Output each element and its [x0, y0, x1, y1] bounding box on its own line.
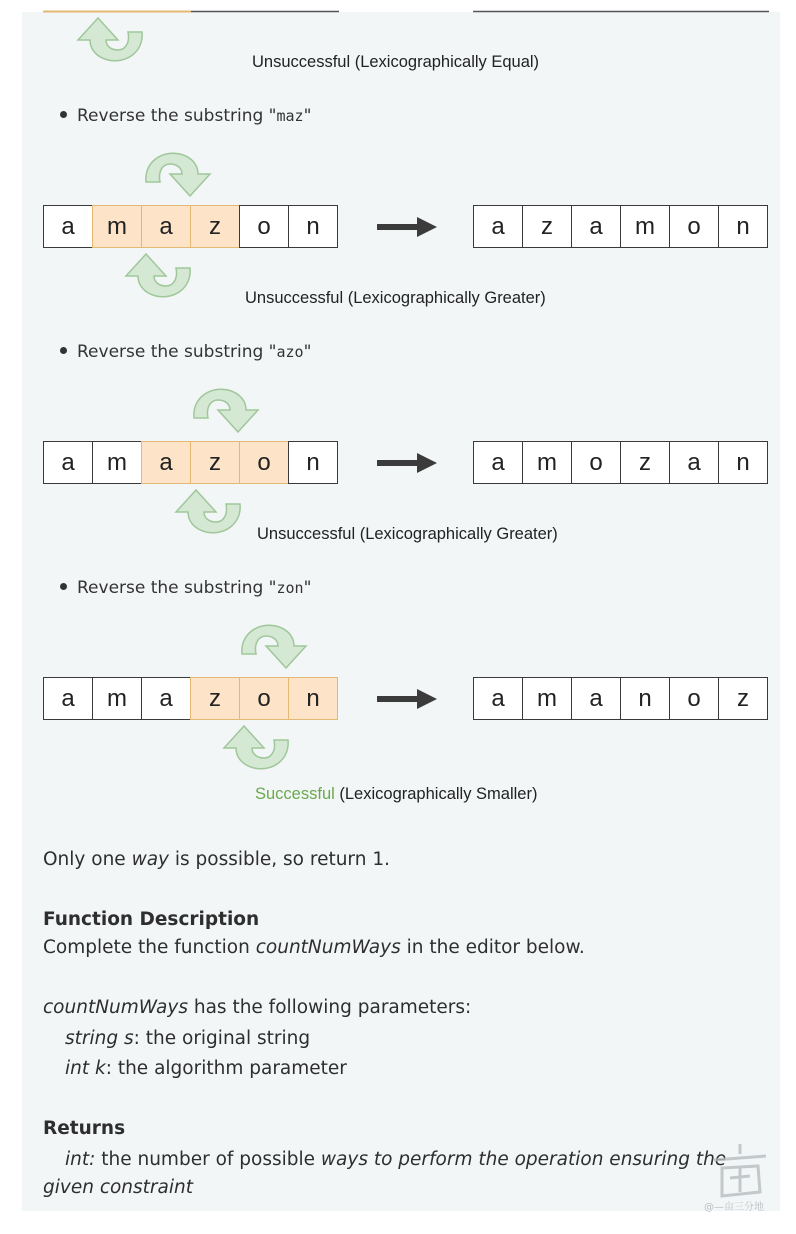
returns-heading: Returns: [43, 1118, 126, 1139]
char-cell: z: [190, 677, 240, 720]
char-cell: n: [288, 205, 338, 248]
char-cell: m: [522, 677, 572, 720]
char-cell: z: [620, 441, 670, 484]
rotate-arrow-icon: [188, 384, 264, 440]
rotate-arrow-icon: [120, 248, 196, 304]
original-string-cells: [43, 677, 338, 720]
char-cell: a: [43, 205, 93, 248]
bullet-dot-icon: [60, 583, 67, 590]
right-arrow-icon: [377, 452, 439, 474]
parameters-intro: countNumWays has the following parameters:: [43, 997, 472, 1018]
bullet-item: Reverse the substring "zon": [60, 578, 311, 598]
char-cell: o: [669, 677, 719, 720]
bullet-dot-icon: [60, 111, 67, 118]
example-caption: Successful (Lexicographically Smaller): [255, 785, 538, 803]
char-cell: o: [239, 441, 289, 484]
char-cell: m: [620, 205, 670, 248]
result-string-cells: [473, 677, 768, 720]
char-cell: o: [239, 205, 289, 248]
rotate-arrow-icon: [218, 720, 294, 776]
char-cell: n: [718, 441, 768, 484]
function-description-heading: Function Description: [43, 909, 260, 930]
char-cell: z: [522, 205, 572, 248]
parameter-item: int k: the algorithm parameter: [65, 1058, 347, 1079]
bullet-item: Reverse the substring "maz": [60, 106, 311, 126]
char-cell: n: [288, 441, 338, 484]
char-cell: z: [190, 205, 240, 248]
original-string-cells: [43, 205, 338, 248]
char-cell: a: [669, 441, 719, 484]
rotate-arrow-icon: [140, 148, 216, 204]
char-cell: a: [141, 205, 191, 248]
char-cell: a: [571, 677, 621, 720]
function-description-text: Complete the function countNumWays in the editor below.: [43, 937, 585, 958]
char-cell: a: [473, 205, 523, 248]
watermark-logo-icon: [700, 1138, 780, 1218]
svg-text:@—亩三分地: @—亩三分地: [704, 1202, 764, 1213]
char-cell: a: [141, 441, 191, 484]
example-caption: Unsuccessful (Lexicographically Greater): [257, 525, 558, 543]
summary-text: Only one way is possible, so return 1.: [43, 849, 390, 870]
bullet-item: Reverse the substring "azo": [60, 342, 311, 362]
returns-description: int: the number of possible ways to perform the operation ensuring the: [65, 1149, 727, 1170]
substring-code: azo: [276, 343, 304, 361]
result-string-cells: [473, 441, 768, 484]
char-cell: a: [43, 441, 93, 484]
char-cell: a: [141, 677, 191, 720]
example-caption: Unsuccessful (Lexicographically Greater): [245, 289, 546, 307]
parameter-item: string s: the original string: [65, 1028, 311, 1049]
example-caption: Unsuccessful (Lexicographically Equal): [252, 53, 540, 71]
cropped-diagram-edge: [43, 10, 773, 14]
rotate-arrow-icon: [170, 484, 246, 540]
char-cell: z: [190, 441, 240, 484]
char-cell: o: [669, 205, 719, 248]
success-label: Successful: [255, 785, 335, 803]
char-cell: o: [239, 677, 289, 720]
char-cell: o: [571, 441, 621, 484]
char-cell: m: [92, 205, 142, 248]
substring-code: maz: [276, 107, 304, 125]
char-cell: a: [473, 677, 523, 720]
char-cell: m: [92, 441, 142, 484]
char-cell: n: [288, 677, 338, 720]
bullet-dot-icon: [60, 347, 67, 354]
char-cell: n: [620, 677, 670, 720]
result-string-cells: [473, 205, 768, 248]
rotate-arrow-icon: [236, 620, 312, 676]
char-cell: m: [522, 441, 572, 484]
right-arrow-icon: [377, 216, 439, 238]
char-cell: m: [92, 677, 142, 720]
char-cell: a: [43, 677, 93, 720]
char-cell: a: [571, 205, 621, 248]
char-cell: a: [473, 441, 523, 484]
rotate-arrow-icon: [72, 12, 148, 68]
right-arrow-icon: [377, 688, 439, 710]
char-cell: z: [718, 677, 768, 720]
substring-code: zon: [276, 579, 304, 597]
returns-description-continued: given constraint: [43, 1177, 193, 1198]
original-string-cells: [43, 441, 338, 484]
char-cell: n: [718, 205, 768, 248]
